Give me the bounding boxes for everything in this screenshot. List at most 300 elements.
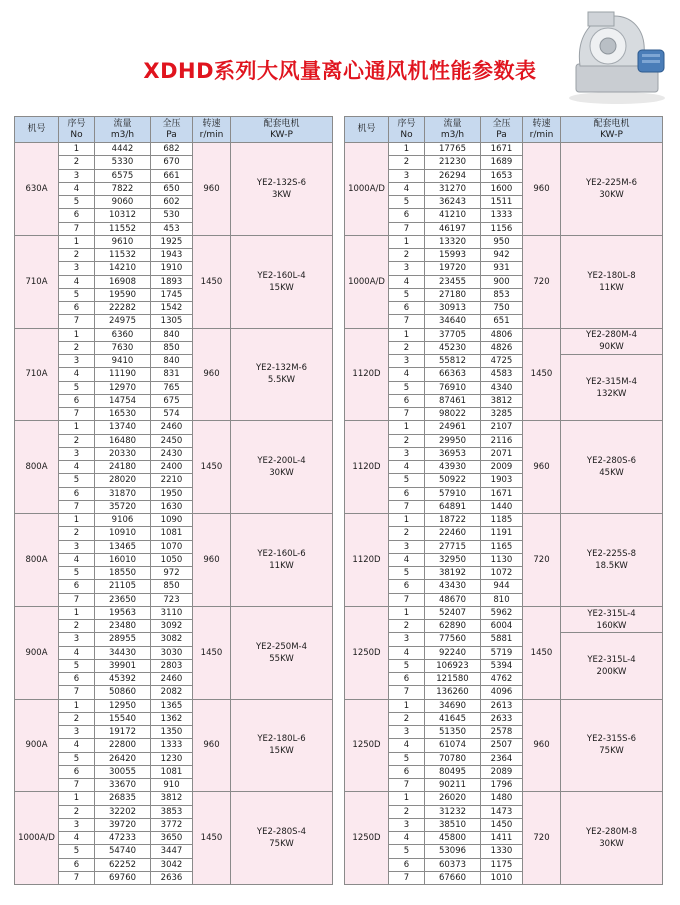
header-seq	[59, 117, 95, 143]
table-row	[345, 792, 663, 805]
seq-cell: 2	[389, 434, 425, 447]
pressure-cell: 602	[151, 196, 193, 209]
pressure-cell: 942	[481, 249, 523, 262]
pressure-cell: 3772	[151, 818, 193, 831]
pressure-cell: 670	[151, 156, 193, 169]
seq-cell: 2	[59, 434, 95, 447]
flow-cell: 34640	[425, 315, 481, 328]
flow-cell: 4442	[95, 143, 151, 156]
seq-cell: 3	[59, 818, 95, 831]
header-seq-line2: No	[400, 129, 413, 140]
table-row	[15, 514, 333, 527]
seq-cell: 1	[389, 514, 425, 527]
pressure-cell: 972	[151, 567, 193, 580]
flow-cell: 23455	[425, 275, 481, 288]
motor-line: YE2-250M-4	[255, 641, 308, 652]
seq-cell: 3	[389, 355, 425, 368]
seq-cell: 6	[59, 209, 95, 222]
seq-cell: 1	[59, 143, 95, 156]
pressure-cell: 3042	[151, 858, 193, 871]
speed-cell: 960	[523, 143, 561, 236]
pressure-cell: 1230	[151, 752, 193, 765]
seq-cell: 7	[59, 593, 95, 606]
pressure-cell: 2460	[151, 421, 193, 434]
seq-cell: 2	[389, 805, 425, 818]
seq-cell: 4	[59, 646, 95, 659]
header-motor	[561, 117, 663, 143]
flow-cell: 9610	[95, 235, 151, 248]
seq-cell: 1	[59, 514, 95, 527]
flow-cell: 70780	[425, 752, 481, 765]
pressure-cell: 2613	[481, 699, 523, 712]
pressure-cell: 944	[481, 580, 523, 593]
model-cell: 800A	[15, 421, 59, 514]
pressure-cell: 850	[151, 580, 193, 593]
flow-cell: 9410	[95, 355, 151, 368]
speed-cell: 1450	[193, 792, 231, 885]
flow-cell: 10910	[95, 527, 151, 540]
flow-cell: 18722	[425, 514, 481, 527]
speed-cell: 960	[193, 514, 231, 607]
pressure-cell: 2578	[481, 726, 523, 739]
seq-cell: 5	[59, 659, 95, 672]
flow-cell: 106923	[425, 659, 481, 672]
flow-cell: 34430	[95, 646, 151, 659]
flow-cell: 90211	[425, 779, 481, 792]
seq-cell: 5	[389, 659, 425, 672]
pressure-cell: 1450	[481, 818, 523, 831]
flow-cell: 16010	[95, 553, 151, 566]
pressure-cell: 4583	[481, 368, 523, 381]
table-row	[345, 235, 663, 248]
flow-cell: 12950	[95, 699, 151, 712]
pressure-cell: 950	[481, 235, 523, 248]
flow-cell: 5330	[95, 156, 151, 169]
speed-cell: 1450	[523, 606, 561, 699]
model-cell: 1250D	[345, 792, 389, 885]
header-pressure	[481, 117, 523, 143]
pressure-cell: 1796	[481, 779, 523, 792]
pressure-cell: 1473	[481, 805, 523, 818]
motor-line: YE2-132M-6	[255, 363, 308, 374]
flow-cell: 32950	[425, 553, 481, 566]
seq-cell: 6	[59, 765, 95, 778]
seq-cell: 1	[389, 328, 425, 341]
pressure-cell: 1081	[151, 765, 193, 778]
seq-cell: 5	[389, 288, 425, 301]
pressure-cell: 574	[151, 408, 193, 421]
pressure-cell: 2460	[151, 673, 193, 686]
seq-cell: 7	[389, 408, 425, 421]
seq-cell: 7	[389, 686, 425, 699]
speed-cell: 960	[193, 143, 231, 236]
pressure-cell: 1191	[481, 527, 523, 540]
pressure-cell: 3110	[151, 606, 193, 619]
motor-line: 75KW	[599, 746, 624, 757]
motor-cell	[561, 633, 663, 699]
motor-cell	[561, 699, 663, 792]
seq-cell: 1	[389, 421, 425, 434]
flow-cell: 15540	[95, 712, 151, 725]
flow-cell: 37705	[425, 328, 481, 341]
seq-cell: 6	[389, 765, 425, 778]
seq-cell: 2	[389, 620, 425, 633]
flow-cell: 27715	[425, 540, 481, 553]
seq-cell: 3	[59, 355, 95, 368]
seq-cell: 1	[389, 235, 425, 248]
motor-line: YE2-180L-6	[257, 734, 306, 745]
pressure-cell: 840	[151, 328, 193, 341]
header-row	[345, 117, 663, 143]
pressure-cell: 2450	[151, 434, 193, 447]
speed-cell: 960	[193, 328, 231, 421]
flow-cell: 11190	[95, 368, 151, 381]
seq-cell: 1	[59, 328, 95, 341]
header-speed	[193, 117, 231, 143]
pressure-cell: 2009	[481, 461, 523, 474]
seq-cell: 3	[59, 540, 95, 553]
flow-cell: 10312	[95, 209, 151, 222]
flow-cell: 136260	[425, 686, 481, 699]
speed-cell: 720	[523, 235, 561, 328]
pressure-cell: 2082	[151, 686, 193, 699]
seq-cell: 3	[389, 262, 425, 275]
model-cell: 1000A/D	[345, 235, 389, 328]
pressure-cell: 2089	[481, 765, 523, 778]
model-cell: 1120D	[345, 328, 389, 421]
seq-cell: 7	[59, 500, 95, 513]
header-model: 机号	[15, 117, 59, 143]
flow-cell: 30055	[95, 765, 151, 778]
pressure-cell: 723	[151, 593, 193, 606]
speed-cell: 720	[523, 514, 561, 607]
seq-cell: 1	[59, 606, 95, 619]
flow-cell: 16908	[95, 275, 151, 288]
table-row	[345, 633, 663, 646]
flow-cell: 24180	[95, 461, 151, 474]
model-cell: 800A	[15, 514, 59, 607]
flow-cell: 33670	[95, 779, 151, 792]
flow-cell: 7630	[95, 341, 151, 354]
flow-cell: 20330	[95, 447, 151, 460]
flow-cell: 26420	[95, 752, 151, 765]
pressure-cell: 2400	[151, 461, 193, 474]
flow-cell: 21230	[425, 156, 481, 169]
header-flow-line2: m3/h	[440, 129, 465, 140]
pressure-cell: 1511	[481, 196, 523, 209]
pressure-cell: 1671	[481, 143, 523, 156]
seq-cell: 2	[59, 620, 95, 633]
header-motor-line2: KW-P	[270, 129, 293, 140]
seq-cell: 1	[59, 792, 95, 805]
seq-cell: 4	[389, 832, 425, 845]
seq-cell: 7	[59, 871, 95, 884]
right-performance-table	[344, 116, 663, 885]
table-row	[15, 792, 333, 805]
header-speed-line1: 转速	[202, 118, 221, 129]
seq-cell: 6	[59, 580, 95, 593]
seq-cell: 3	[389, 633, 425, 646]
header-pressure-line2: Pa	[496, 129, 507, 140]
pressure-cell: 1943	[151, 249, 193, 262]
motor-line: YE2-280M-4	[585, 330, 638, 341]
pressure-cell: 4806	[481, 328, 523, 341]
seq-cell: 2	[389, 527, 425, 540]
motor-line: YE2-280S-6	[586, 456, 637, 467]
seq-cell: 5	[389, 845, 425, 858]
header-seq-line1: 序号	[397, 118, 416, 129]
flow-cell: 28020	[95, 474, 151, 487]
seq-cell: 7	[59, 686, 95, 699]
pressure-cell: 682	[151, 143, 193, 156]
model-cell: 1120D	[345, 514, 389, 607]
seq-cell: 1	[389, 792, 425, 805]
motor-line: YE2-225M-6	[585, 177, 638, 188]
motor-line: 15KW	[269, 282, 294, 293]
pressure-cell: 1542	[151, 302, 193, 315]
pressure-cell: 1350	[151, 726, 193, 739]
seq-cell: 6	[389, 580, 425, 593]
seq-cell: 3	[59, 262, 95, 275]
flow-cell: 57910	[425, 487, 481, 500]
table-row	[345, 606, 663, 619]
flow-cell: 62252	[95, 858, 151, 871]
flow-cell: 13740	[95, 421, 151, 434]
seq-cell: 1	[389, 606, 425, 619]
pressure-cell: 675	[151, 394, 193, 407]
pressure-cell: 840	[151, 355, 193, 368]
pressure-cell: 3082	[151, 633, 193, 646]
pressure-cell: 1925	[151, 235, 193, 248]
header-motor-line2: KW-P	[600, 129, 623, 140]
pressure-cell: 1411	[481, 832, 523, 845]
pressure-cell: 5962	[481, 606, 523, 619]
flow-cell: 6360	[95, 328, 151, 341]
seq-cell: 7	[59, 315, 95, 328]
speed-cell: 960	[523, 421, 561, 514]
table-row	[15, 235, 333, 248]
flow-cell: 16530	[95, 408, 151, 421]
pressure-cell: 831	[151, 368, 193, 381]
pressure-cell: 3030	[151, 646, 193, 659]
flow-cell: 87461	[425, 394, 481, 407]
pressure-cell: 1440	[481, 500, 523, 513]
table-row	[15, 328, 333, 341]
pressure-cell: 1910	[151, 262, 193, 275]
model-cell: 1000A/D	[15, 792, 59, 885]
pressure-cell: 1689	[481, 156, 523, 169]
flow-cell: 48670	[425, 593, 481, 606]
header-pressure-line2: Pa	[166, 129, 177, 140]
motor-line: 3KW	[271, 189, 292, 200]
pressure-cell: 1305	[151, 315, 193, 328]
pressure-cell: 4826	[481, 341, 523, 354]
seq-cell: 4	[389, 182, 425, 195]
flow-cell: 23480	[95, 620, 151, 633]
motor-line: 132KW	[596, 388, 627, 399]
motor-cell	[231, 421, 333, 514]
flow-cell: 22460	[425, 527, 481, 540]
motor-line: 90KW	[599, 342, 624, 353]
flow-cell: 39720	[95, 818, 151, 831]
page-title: XDHD系列大风量离心通风机性能参数表	[143, 59, 537, 83]
seq-cell: 6	[389, 302, 425, 315]
flow-cell: 21105	[95, 580, 151, 593]
speed-cell: 720	[523, 792, 561, 885]
header-motor-line1: 配套电机	[263, 118, 300, 129]
flow-cell: 17765	[425, 143, 481, 156]
model-cell: 630A	[15, 143, 59, 236]
flow-cell: 66363	[425, 368, 481, 381]
motor-cell	[561, 514, 663, 607]
table-row	[345, 355, 663, 368]
pressure-cell: 1156	[481, 222, 523, 235]
seq-cell: 2	[389, 341, 425, 354]
seq-cell: 5	[389, 196, 425, 209]
flow-cell: 29950	[425, 434, 481, 447]
seq-cell: 4	[59, 368, 95, 381]
seq-cell: 3	[59, 447, 95, 460]
speed-cell: 1450	[193, 606, 231, 699]
table-row	[345, 143, 663, 156]
flow-cell: 13320	[425, 235, 481, 248]
flow-cell: 7822	[95, 182, 151, 195]
flow-cell: 31232	[425, 805, 481, 818]
pressure-cell: 810	[481, 593, 523, 606]
flow-cell: 14210	[95, 262, 151, 275]
motor-line: 18.5KW	[595, 560, 628, 571]
pressure-cell: 4762	[481, 673, 523, 686]
speed-cell: 1450	[523, 328, 561, 421]
pressure-cell: 2364	[481, 752, 523, 765]
motor-line: YE2-225S-8	[586, 548, 637, 559]
model-cell: 710A	[15, 235, 59, 328]
header-motor-line1: 配套电机	[593, 118, 630, 129]
pressure-cell: 2116	[481, 434, 523, 447]
flow-cell: 36953	[425, 447, 481, 460]
flow-cell: 31270	[425, 182, 481, 195]
flow-cell: 98022	[425, 408, 481, 421]
pressure-cell: 5881	[481, 633, 523, 646]
flow-cell: 9060	[95, 196, 151, 209]
flow-cell: 12970	[95, 381, 151, 394]
motor-cell	[561, 235, 663, 328]
model-cell: 1000A/D	[345, 143, 389, 236]
motor-cell	[231, 143, 333, 236]
motor-cell	[231, 792, 333, 885]
pressure-cell: 1330	[481, 845, 523, 858]
header-model: 机号	[345, 117, 389, 143]
flow-cell: 60373	[425, 858, 481, 871]
pressure-cell: 2636	[151, 871, 193, 884]
header-flow	[95, 117, 151, 143]
seq-cell: 7	[389, 222, 425, 235]
motor-line: 11KW	[599, 282, 624, 293]
motor-line: YE2-280S-4	[256, 827, 307, 838]
header-flow	[425, 117, 481, 143]
seq-cell: 3	[389, 818, 425, 831]
seq-cell: 4	[59, 553, 95, 566]
seq-cell: 4	[389, 553, 425, 566]
motor-line: YE2-180L-8	[587, 270, 636, 281]
speed-cell: 1450	[193, 235, 231, 328]
speed-cell: 960	[523, 699, 561, 792]
pressure-cell: 6004	[481, 620, 523, 633]
pressure-cell: 1333	[481, 209, 523, 222]
seq-cell: 5	[59, 381, 95, 394]
motor-cell	[561, 606, 663, 633]
seq-cell: 7	[59, 222, 95, 235]
seq-cell: 2	[389, 249, 425, 262]
header-pressure-line1: 全压	[492, 118, 511, 129]
flow-cell: 61074	[425, 739, 481, 752]
flow-cell: 46197	[425, 222, 481, 235]
pressure-cell: 2071	[481, 447, 523, 460]
flow-cell: 121580	[425, 673, 481, 686]
motor-line: YE2-132S-6	[256, 177, 307, 188]
motor-line: YE2-315L-4	[587, 654, 636, 665]
flow-cell: 38510	[425, 818, 481, 831]
pressure-cell: 2803	[151, 659, 193, 672]
flow-cell: 27180	[425, 288, 481, 301]
seq-cell: 2	[389, 156, 425, 169]
pressure-cell: 1072	[481, 567, 523, 580]
left-performance-table	[14, 116, 333, 885]
centrifugal-fan-image	[562, 6, 672, 106]
pressure-cell: 4340	[481, 381, 523, 394]
flow-cell: 43930	[425, 461, 481, 474]
flow-cell: 50860	[95, 686, 151, 699]
pressure-cell: 1050	[151, 553, 193, 566]
header-speed-line2: r/min	[529, 129, 554, 140]
motor-line: 30KW	[599, 189, 624, 200]
header-pressure-line1: 全压	[162, 118, 181, 129]
motor-line: 45KW	[599, 468, 624, 479]
flow-cell: 34690	[425, 699, 481, 712]
header-speed-line1: 转速	[532, 118, 551, 129]
seq-cell: 4	[389, 739, 425, 752]
pressure-cell: 900	[481, 275, 523, 288]
flow-cell: 53096	[425, 845, 481, 858]
pressure-cell: 453	[151, 222, 193, 235]
seq-cell: 5	[59, 474, 95, 487]
flow-cell: 22282	[95, 302, 151, 315]
pressure-cell: 853	[481, 288, 523, 301]
seq-cell: 1	[389, 699, 425, 712]
header-row	[15, 117, 333, 143]
flow-cell: 30913	[425, 302, 481, 315]
flow-cell: 54740	[95, 845, 151, 858]
flow-cell: 69760	[95, 871, 151, 884]
table-row	[15, 699, 333, 712]
flow-cell: 67660	[425, 871, 481, 884]
pressure-cell: 3092	[151, 620, 193, 633]
pressure-cell: 530	[151, 209, 193, 222]
flow-cell: 45230	[425, 341, 481, 354]
seq-cell: 3	[389, 447, 425, 460]
seq-cell: 5	[59, 288, 95, 301]
motor-line: YE2-160L-4	[257, 270, 306, 281]
flow-cell: 77560	[425, 633, 481, 646]
motor-line: YE2-280M-8	[585, 827, 638, 838]
seq-cell: 4	[59, 275, 95, 288]
header-flow-line1: 流量	[443, 118, 462, 129]
flow-cell: 62890	[425, 620, 481, 633]
pressure-cell: 850	[151, 341, 193, 354]
seq-cell: 7	[59, 408, 95, 421]
model-cell: 900A	[15, 606, 59, 699]
pressure-cell: 1365	[151, 699, 193, 712]
